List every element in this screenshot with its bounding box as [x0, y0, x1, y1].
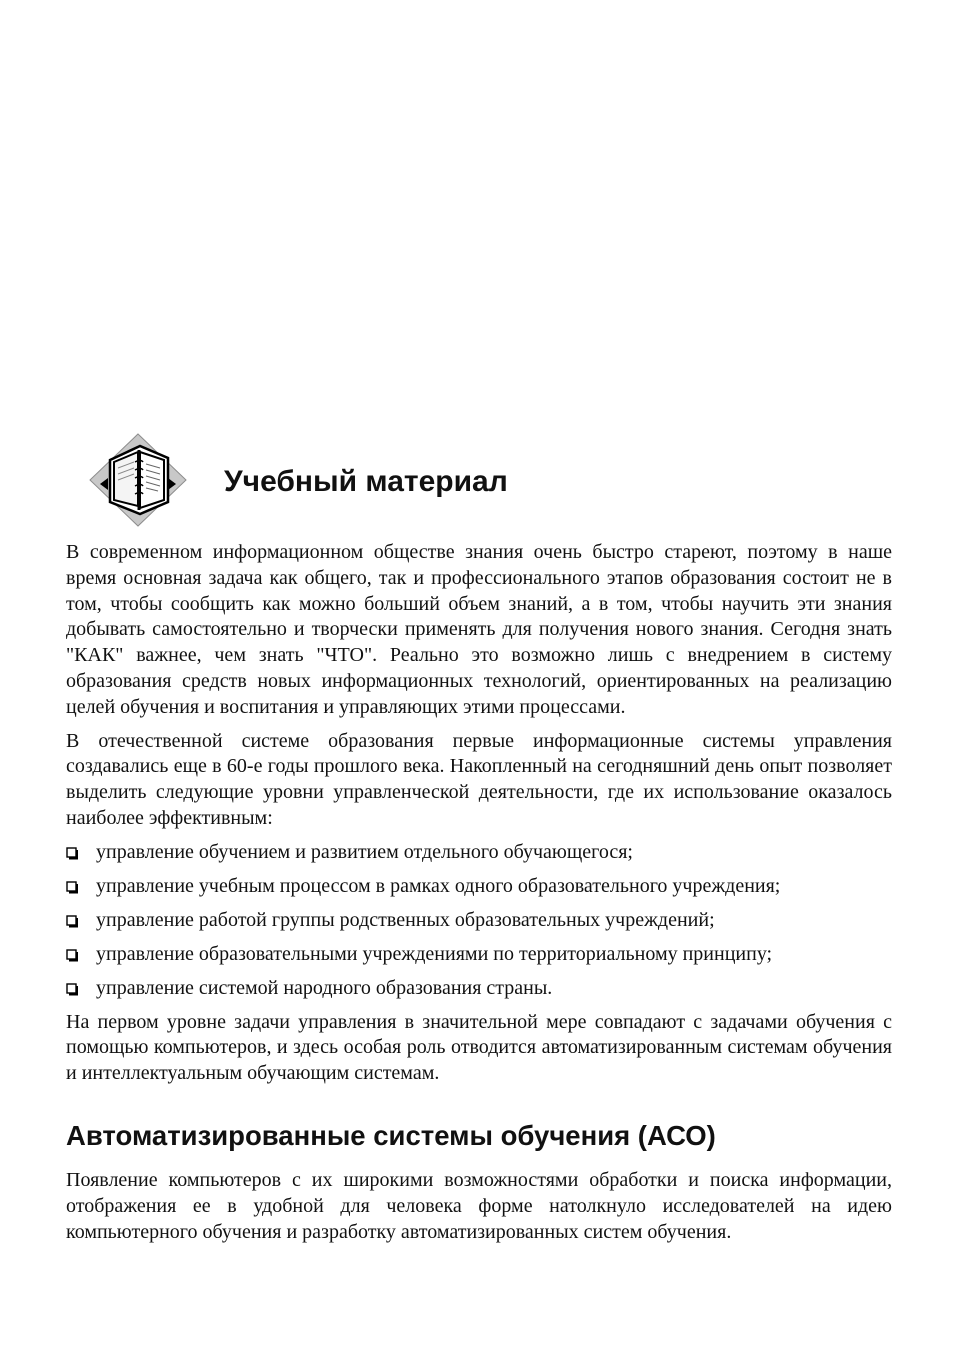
checkbox-bullet-icon: [66, 847, 79, 860]
list-item: [66, 840, 892, 866]
open-book-icon: [88, 432, 188, 528]
section-title: Учебный материал: [224, 465, 508, 498]
paragraph: В отечественной системе образования первые информационные системы управления создавались еще в 60-е годы прошлого века. Накопленный на сегодняшний день опыт позволяет выделить следующие уровни управленческой деятельности, где их использование оказалось наиболее эффективным:: [66, 729, 892, 829]
checkbox-bullet-icon: [66, 949, 79, 962]
checkbox-bullet-icon: [66, 915, 79, 928]
list-item: [66, 874, 892, 900]
list-item: [66, 976, 892, 1002]
paragraph: На первом уровне задачи управления в значительной мере совпадают с задачами обучения с помощью компьютеров, и здесь особая роль отводится автоматизированным системам обучения и интеллектуальным обучающим системам.: [66, 1010, 892, 1085]
list-item-text: управление образовательными учреждениями по территориальному принципу;: [96, 942, 773, 965]
list-item-text: управление системой народного образования страны.: [96, 976, 553, 999]
checkbox-bullet-icon: [66, 881, 79, 894]
body-text: [66, 540, 892, 1253]
paragraph: В современном информационном обществе знания очень быстро стареют, поэтому в наше время основная задача как общего, так и профессионального этапов образования состоит не в том, чтобы сообщить как можно больший объем знаний, а в том, чтобы научить эти знания добывать самостоятельно и творчески применять для получения нового знания. Сегодня знать "КАК" важнее, чем знать "ЧТО". Реально это возможно лишь с внедрением в систему образования средств новых информационных технологий, ориентированных на реализацию целей обучения и воспитания и управляющих этими процессами.: [66, 541, 892, 718]
subsection-title: Автоматизированные системы обучения (АСО): [66, 1120, 716, 1152]
bullet-list: [66, 840, 892, 1002]
list-item-text: управление работой группы родственных образовательных учреждений;: [96, 908, 715, 931]
list-item-text: управление учебным процессом в рамках одного образовательного учреждения;: [96, 874, 781, 897]
list-item: [66, 942, 892, 968]
section-header: [88, 432, 848, 532]
list-item: [66, 908, 892, 934]
list-item-text: управление обучением и развитием отдельного обучающегося;: [96, 840, 633, 863]
checkbox-bullet-icon: [66, 983, 79, 996]
paragraph: Появление компьютеров с их широкими возможностями обработки и поиска информации, отображения ее в удобной для человека форме натолкнуло исследователей на идею компьютерного обучения и разработку автоматизированных систем обучения.: [66, 1169, 892, 1243]
